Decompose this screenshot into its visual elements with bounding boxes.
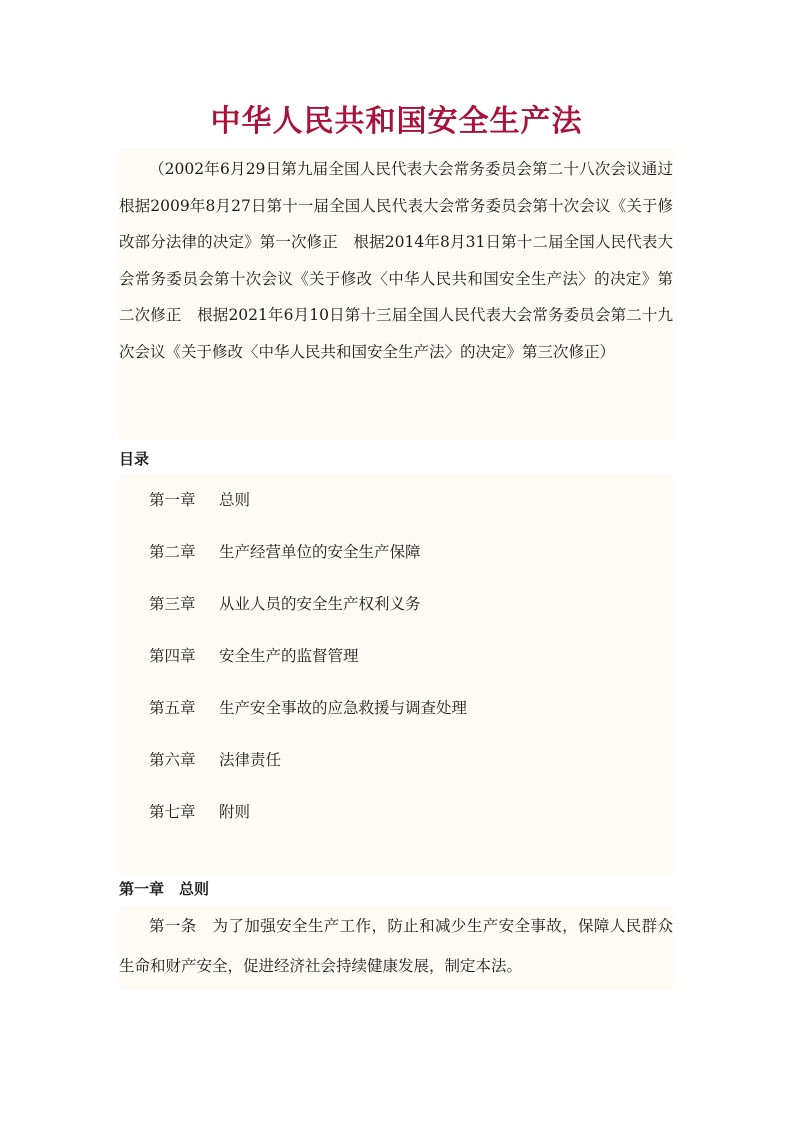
toc-item <box>149 540 421 562</box>
toc-item-title: 生产经营单位的安全生产保障 <box>219 543 421 561</box>
toc-item-number: 第三章 <box>149 595 196 613</box>
toc-item-title: 附则 <box>219 803 251 821</box>
toc-item-number: 第六章 <box>149 751 196 769</box>
preamble-block <box>119 148 689 440</box>
toc-item-number: 第七章 <box>149 803 196 821</box>
toc-item <box>149 800 250 822</box>
toc-item <box>149 696 467 718</box>
preamble-text: （2002年6月29日第九届全国人民代表大会常务委员会第二十八次会议通过 根据2009年8月27日第十一届全国人民代表大会常务委员会第十次会议《关于修改部分法律的决定》第一次修正 根据2014年8月31日第十二届全国人民代表大会常务委员会第十次会议《关于修改〈中华人民共和国安全生产法〉的决定》第二次修正 根据2021年6月10日第十三届全国人民代表大会常务委员会第二十九次会议《关于修改〈中华人民共和国安全生产法〉的决定》第三次修正） <box>119 160 689 361</box>
toc-item-number: 第二章 <box>149 543 196 561</box>
document-title: 中华人民共和国安全生产法 <box>210 104 583 139</box>
table-of-contents <box>119 474 673 874</box>
toc-item-title: 法律责任 <box>219 751 282 769</box>
chapter-heading: 第一章 总则 <box>119 880 210 898</box>
toc-item-title: 生产安全事故的应急救援与调查处理 <box>219 699 468 717</box>
toc-item <box>149 488 250 510</box>
toc-item-number: 第五章 <box>149 699 196 717</box>
toc-item <box>149 592 421 614</box>
article-text: 第一条 为了加强安全生产工作，防止和减少生产安全事故，保障人民群众生命和财产安全，促进经济社会持续健康发展，制定本法。 <box>119 917 673 975</box>
toc-item-number: 第一章 <box>149 491 196 509</box>
toc-item-title: 安全生产的监督管理 <box>219 647 359 665</box>
article-block <box>119 906 673 990</box>
toc-item-title: 从业人员的安全生产权利义务 <box>219 595 421 613</box>
toc-item <box>149 644 359 666</box>
toc-item-title: 总则 <box>219 491 251 509</box>
toc-item <box>149 748 281 770</box>
toc-item-number: 第四章 <box>149 647 196 665</box>
toc-heading: 目录 <box>119 450 150 468</box>
